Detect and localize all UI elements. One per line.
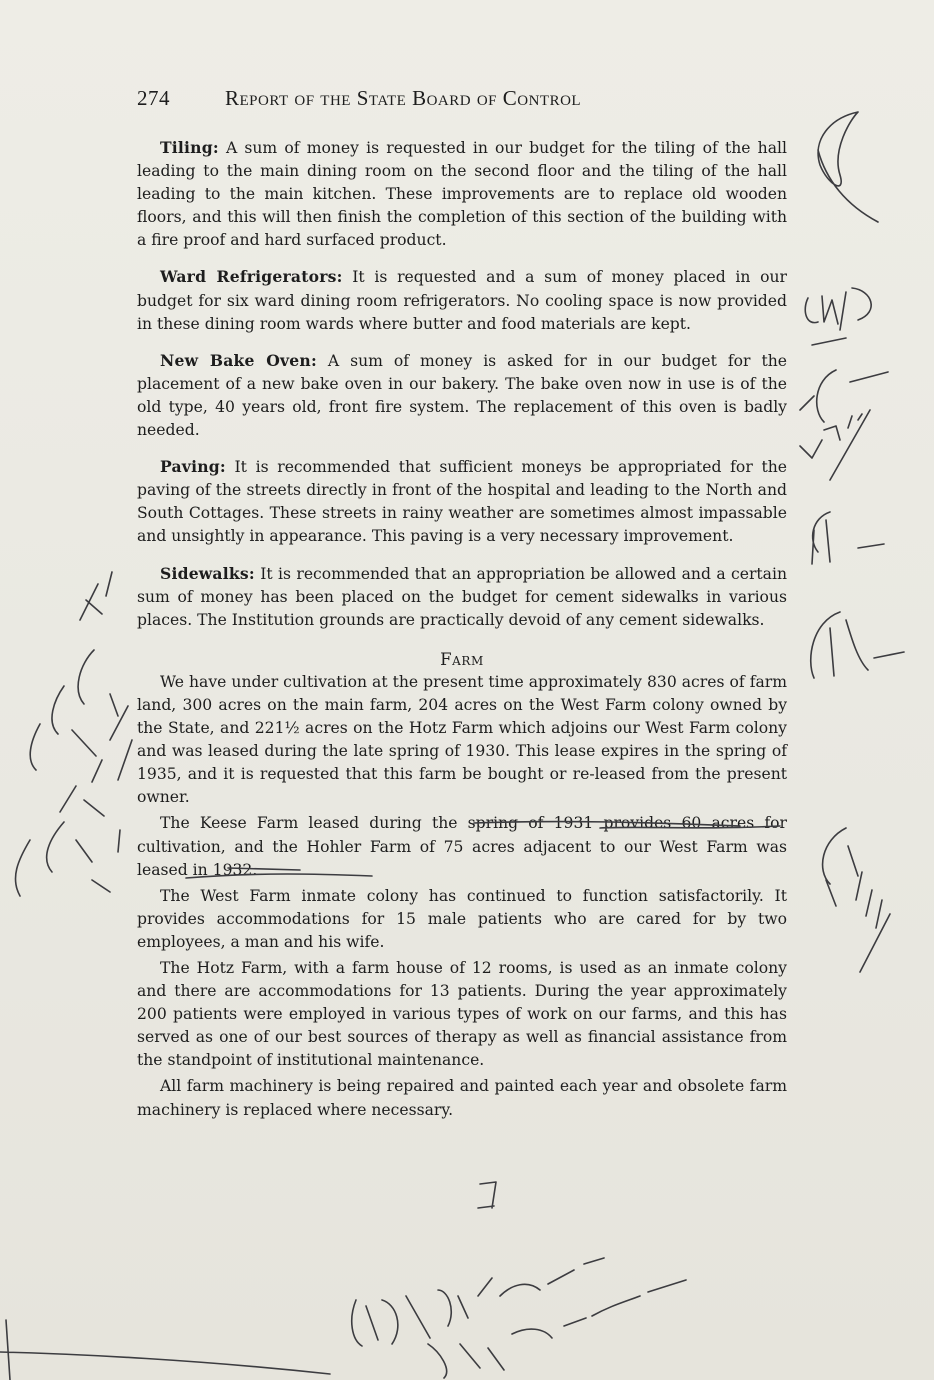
farm-section-heading: Farm	[440, 649, 484, 669]
corner-scratch	[0, 1320, 330, 1380]
farm-paragraph-2: The Keese Farm leased during the spring of 1931 provides 60 acres for cultivation, and the Hohler Farm of 75 acres adjacent to our West Farm was leased in 1932.	[137, 814, 787, 879]
margin-mark-sidewalks	[811, 612, 904, 678]
margin-scrawl-left	[15, 572, 132, 896]
farm-paragraph-1: We have under cultivation at the present time approximately 830 acres of farm land, 300 acres on the main farm, 204 acres on the West Farm colony owned by the State, and 221½ acres on the Hotz Farm which adjoins our West Farm colony and was leased during the late spring of 1930. This lease expires in the spring of 1935, and it is requested that this farm be bought or re-leased from the present owner.	[137, 672, 787, 807]
tiling-paragraph	[137, 136, 787, 252]
margin-mark-bake-oven	[800, 370, 888, 480]
new-bake-oven-paragraph	[137, 349, 787, 442]
ward-refrigerators-text: It is requested and a sum of money placed in our budget for six ward dining room refrigerators. No cooling space is now provided in these dining room wards where butter and food materials are kept.	[137, 268, 787, 333]
ward-refrigerators-paragraph	[137, 265, 787, 335]
sidewalks-text: It is recommended that an appropriation be allowed and a certain sum of money has been placed on the budget for cement sidewalks in various places. The Institution grounds are practically devoid of any cement sidewalks.	[137, 564, 787, 629]
margin-mark-paving	[812, 512, 884, 564]
margin-scrawl-farm-right	[823, 828, 890, 972]
running-title: Report of the State Board of Control	[225, 86, 582, 110]
ward-refrigerators-heading: Ward Refrigerators:	[160, 267, 343, 287]
running-header	[137, 86, 697, 111]
bracket-mark	[478, 1182, 496, 1208]
farm-paragraph-5: All farm machinery is being repaired and painted each year and obsolete farm machinery is replaced where necessary.	[137, 1077, 787, 1119]
tiling-text: A sum of money is requested in our budget for the tiling of the hall leading to the main dining room on the second floor and the tiling of the hall leading to the main kitchen. These improvements are to replace old wooden floors, and this will then finish the completion of this section of the building with a fire proof and hard surfaced product.	[137, 139, 787, 250]
margin-mark-tiling	[818, 112, 878, 222]
page-number: 274	[137, 86, 170, 110]
tiling-heading: Tiling:	[160, 138, 219, 157]
bottom-scrawl	[352, 1258, 686, 1378]
paving-paragraph	[137, 455, 787, 548]
paving-heading: Paving:	[160, 457, 226, 477]
new-bake-oven-text: A sum of money is asked for in our budget for the placement of a new bake oven in our bakery. The bake oven now in use is of the old type, 40 years old, front fire system. The replacement of this oven is badly needed.	[137, 351, 787, 440]
farm-paragraph-4: The Hotz Farm, with a farm house of 12 rooms, is used as an inmate colony and there are accommodations for 13 patients. During the year approximately 200 patients were employed in various types of work on our farms, and this has served as one of our best sources of therapy as well as financial assistance from the standpoint of institutional maintenance.	[137, 959, 787, 1070]
margin-mark-refrigerators	[805, 288, 871, 345]
paving-text: It is recommended that sufficient moneys be appropriated for the paving of the streets directly in front of the hospital and leading to the North and South Cottages. These streets in rainy weather are sometimes almost impassable and unsightly in appearance. This paving is a very necessary improvement.	[137, 458, 787, 546]
farm-paragraph-3: The West Farm inmate colony has continued to function satisfactorily. It provides accommodations for 15 male patients who are cared for by two employees, a man and his wife.	[137, 886, 787, 951]
new-bake-oven-heading: New Bake Oven:	[160, 350, 317, 370]
sidewalks-heading: Sidewalks:	[160, 563, 255, 583]
document-body	[137, 136, 787, 1125]
sidewalks-paragraph	[137, 562, 787, 632]
